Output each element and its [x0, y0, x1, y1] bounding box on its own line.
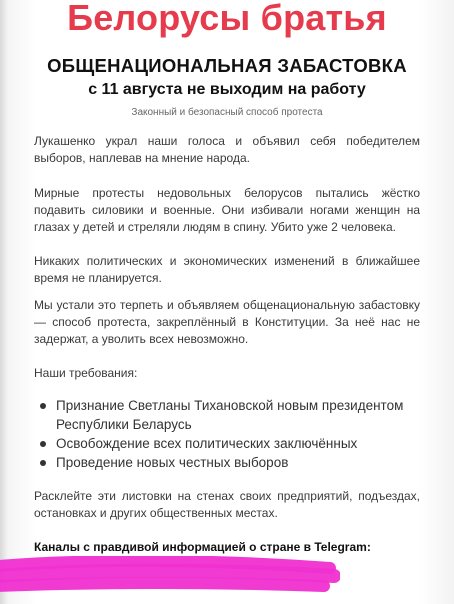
demand-text: Проведение новых честных выборов	[56, 455, 289, 470]
list-item	[40, 453, 430, 472]
list-item	[40, 396, 430, 434]
strike-date-line: с 11 августа не выходим на работу	[88, 81, 366, 98]
paragraph-distribution: Расклейте эти листовки на стенах своих предприятий, подъездах, остановках и других общественных местах.	[34, 489, 420, 520]
strike-title: ОБЩЕНАЦИОНАЛЬНАЯ ЗАБАСТОВКА	[47, 55, 407, 76]
bullet-icon	[40, 460, 46, 466]
headline: Белорусы братья	[67, 0, 387, 38]
bullet-icon	[40, 403, 46, 409]
paragraph-strike-call: Мы устали это терпеть и объявляем общенациональную забастовку — способ протеста, закреплённый в Конституции. За неё нас не задержат, а уволить всех невозможно.	[34, 298, 420, 346]
paragraph-suppression: Мирные протесты недовольных белорусов пытались жёстко подавить силовики и военные. Они избивали ногами женщин на глазах у детей и стреляли людям в спину. Убито уже 2 человека.	[34, 186, 420, 234]
paragraph-no-changes: Никаких политических и экономических изменений в ближайшее время не планируется.	[34, 254, 420, 285]
telegram-channels-label: Каналы с правдивой информацией о стране в Telegram:	[34, 540, 371, 554]
demand-text: Признание Светланы Тихановской новым президентом Республики Беларусь	[56, 398, 404, 432]
demand-text: Освобождение всех политических заключённых	[56, 436, 358, 451]
demands-heading: Наши требования:	[34, 366, 138, 380]
demands-list	[40, 396, 430, 472]
tagline: Законный и безопасный способ протеста	[131, 107, 323, 118]
redaction-scribble-icon	[0, 556, 340, 596]
paragraph-stolen-votes: Лукашенко украл наши голоса и объявил себя победителем выборов, наплевав на мнение народа.	[34, 134, 420, 165]
bullet-icon	[40, 441, 46, 447]
list-item	[40, 434, 430, 453]
